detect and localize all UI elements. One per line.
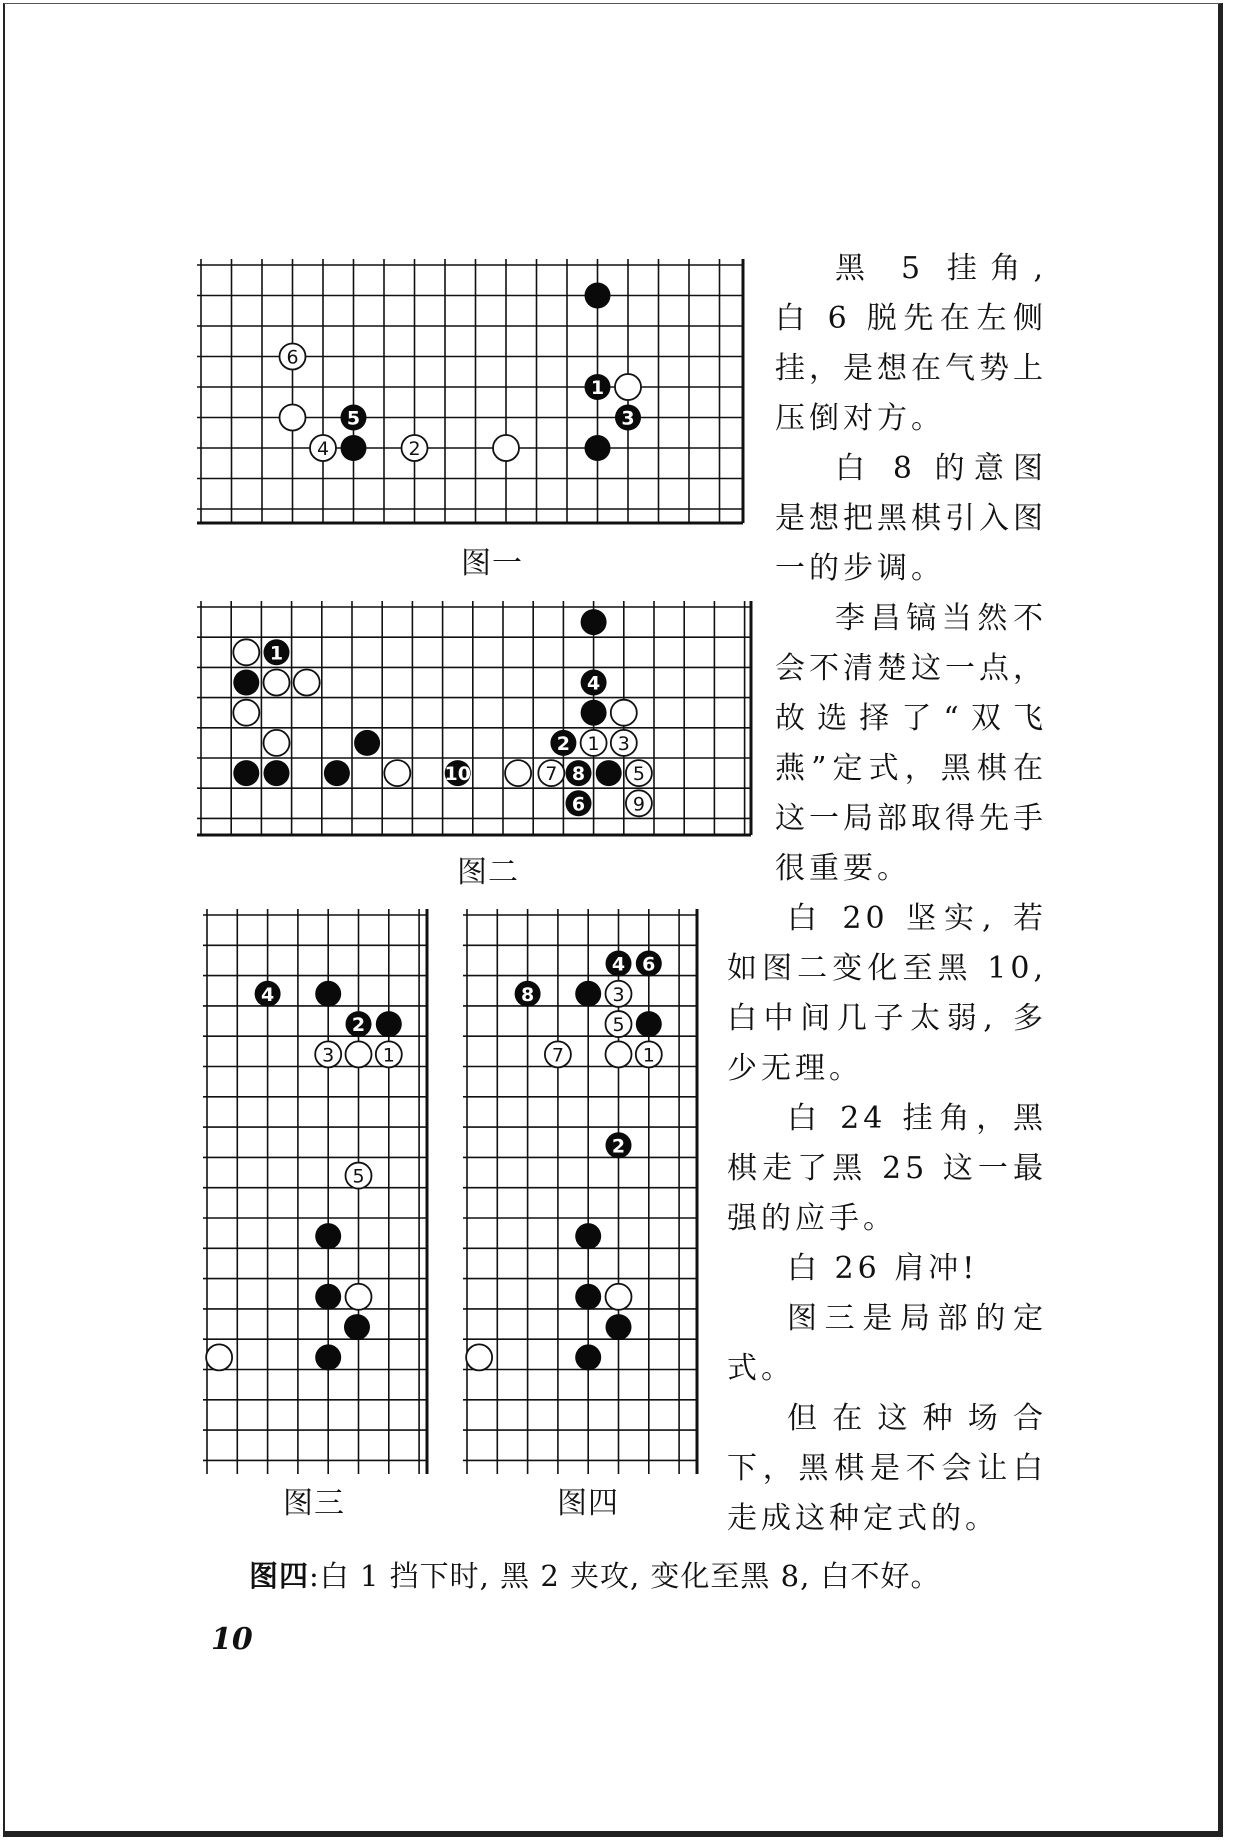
svg-text:4: 4 xyxy=(260,983,275,1006)
white-stone-3 xyxy=(315,1041,341,1067)
commentary-paragraph: 李昌镐当然不会不清楚这一点，故选择了“双飞燕”定式，黑棋在这一局部取得先手很重要。 xyxy=(775,601,1047,886)
white-stone xyxy=(233,700,259,726)
svg-text:2: 2 xyxy=(611,1135,626,1158)
black-stone-4 xyxy=(581,670,607,696)
black-stone-5 xyxy=(341,405,367,431)
white-stone xyxy=(505,760,531,786)
svg-text:2: 2 xyxy=(408,438,421,460)
svg-text:1: 1 xyxy=(269,642,284,665)
black-stone-6 xyxy=(636,950,662,976)
black-stone-2 xyxy=(346,1011,372,1037)
white-stone xyxy=(346,1284,372,1310)
white-stone-9 xyxy=(626,790,652,816)
svg-text:5: 5 xyxy=(632,763,645,786)
white-stone-4 xyxy=(310,435,336,461)
go-diagram-3 xyxy=(203,909,433,1474)
svg-text:8: 8 xyxy=(520,983,535,1006)
go-diagram-1 xyxy=(197,259,749,529)
white-stone xyxy=(346,1041,372,1067)
svg-text:10: 10 xyxy=(444,763,471,786)
svg-text:3: 3 xyxy=(322,1044,335,1067)
white-stone xyxy=(264,730,290,756)
white-stone-3 xyxy=(606,981,632,1007)
white-stone-5 xyxy=(346,1163,372,1189)
figure-note-label: 图四 xyxy=(249,1559,310,1593)
white-stone xyxy=(466,1344,492,1370)
black-stone-1 xyxy=(264,639,290,665)
svg-text:5: 5 xyxy=(352,1165,365,1188)
svg-text:7: 7 xyxy=(545,763,558,786)
white-stone-1 xyxy=(581,730,607,756)
svg-text:9: 9 xyxy=(632,793,645,816)
commentary-paragraph: 但在这种场合下，黑棋是不会让白走成这种定式的。 xyxy=(727,1401,1047,1536)
black-stone xyxy=(585,435,611,461)
svg-text:6: 6 xyxy=(571,793,586,816)
white-stone xyxy=(615,374,641,400)
svg-text:6: 6 xyxy=(642,953,656,976)
black-stone xyxy=(324,760,350,786)
white-stone xyxy=(606,1041,632,1067)
svg-text:7: 7 xyxy=(551,1044,564,1067)
commentary-upper xyxy=(775,244,1047,894)
black-stone-10 xyxy=(444,760,470,786)
black-stone xyxy=(233,670,259,696)
black-stone xyxy=(341,435,367,461)
white-stone xyxy=(280,405,306,431)
black-stone-2 xyxy=(550,730,576,756)
white-stone-1 xyxy=(636,1041,662,1067)
black-stone xyxy=(575,1223,601,1249)
black-stone xyxy=(315,1223,341,1249)
white-stone xyxy=(264,670,290,696)
stones-layer xyxy=(466,950,662,1370)
commentary-paragraph: 白 24 挂角，黑棋走了黑 25 这一最强的应手。 xyxy=(727,1101,1047,1236)
white-stone xyxy=(611,700,637,726)
black-stone xyxy=(575,981,601,1007)
svg-text:1: 1 xyxy=(642,1044,655,1067)
black-stone xyxy=(344,1314,370,1340)
commentary-lower xyxy=(727,894,1047,1544)
figure-caption-2: 图二 xyxy=(457,855,519,890)
svg-text:4: 4 xyxy=(586,672,601,695)
white-stone xyxy=(233,639,259,665)
black-stone xyxy=(315,1344,341,1370)
svg-text:2: 2 xyxy=(556,732,571,755)
black-stone-1 xyxy=(585,374,611,400)
black-stone xyxy=(606,1314,632,1340)
white-stone-7 xyxy=(545,1041,571,1067)
black-stone xyxy=(636,1011,662,1037)
black-stone xyxy=(233,760,259,786)
page-number: 10 xyxy=(211,1622,253,1657)
black-stone xyxy=(575,1344,601,1370)
commentary-paragraph: 白 8 的意图是想把黑棋引入图一的步调。 xyxy=(775,451,1047,586)
svg-text:5: 5 xyxy=(612,1014,625,1037)
black-stone-4 xyxy=(606,950,632,976)
commentary-paragraph: 白 20 坚实, 若如图二变化至黑 10, 白中间几子太弱, 多少无理。 xyxy=(727,901,1047,1086)
white-stone xyxy=(493,435,519,461)
go-diagram-2 xyxy=(197,601,757,841)
figure-note-text: :白 1 挡下时, 黑 2 夹攻, 变化至黑 8, 白不好。 xyxy=(309,1559,941,1593)
black-stone xyxy=(376,1011,402,1037)
white-stone xyxy=(206,1344,232,1370)
white-stone xyxy=(294,670,320,696)
svg-text:5: 5 xyxy=(346,407,361,430)
commentary-paragraph: 黑 5 挂角, 白 6 脱先在左侧挂，是想在气势上压倒对方。 xyxy=(775,251,1047,436)
board-grid xyxy=(203,909,427,1474)
white-stone-5 xyxy=(626,760,652,786)
white-stone-2 xyxy=(402,435,428,461)
svg-text:3: 3 xyxy=(621,407,635,430)
black-stone-6 xyxy=(566,790,592,816)
svg-text:2: 2 xyxy=(351,1014,366,1037)
figure-caption-3: 图三 xyxy=(283,1486,345,1521)
book-page xyxy=(3,3,1223,1837)
figure-caption-4: 图四 xyxy=(557,1486,619,1521)
svg-text:1: 1 xyxy=(587,732,600,755)
stones-layer xyxy=(280,283,642,462)
go-diagram-4 xyxy=(463,909,703,1474)
svg-text:3: 3 xyxy=(617,732,630,755)
svg-text:6: 6 xyxy=(286,346,299,369)
white-stone xyxy=(606,1284,632,1310)
commentary-paragraph: 白 26 肩冲! xyxy=(787,1251,979,1286)
black-stone xyxy=(581,609,607,635)
black-stone-4 xyxy=(255,981,281,1007)
white-stone-6 xyxy=(280,344,306,370)
white-stone xyxy=(384,760,410,786)
black-stone xyxy=(585,283,611,309)
black-stone-3 xyxy=(615,405,641,431)
svg-text:8: 8 xyxy=(571,763,586,786)
black-stone xyxy=(596,760,622,786)
black-stone xyxy=(575,1284,601,1310)
white-stone-1 xyxy=(376,1041,402,1067)
black-stone xyxy=(315,1284,341,1310)
black-stone xyxy=(354,730,380,756)
svg-text:1: 1 xyxy=(382,1044,395,1067)
svg-text:1: 1 xyxy=(590,377,605,399)
board-grid xyxy=(197,601,751,835)
white-stone-5 xyxy=(606,1011,632,1037)
white-stone-3 xyxy=(611,730,637,756)
black-stone xyxy=(264,760,290,786)
black-stone xyxy=(581,700,607,726)
svg-text:4: 4 xyxy=(611,953,626,976)
board-grid xyxy=(197,259,743,523)
stones-layer xyxy=(206,981,402,1371)
black-stone-2 xyxy=(606,1132,632,1158)
commentary-paragraph: 图三是局部的定式。 xyxy=(727,1301,1047,1386)
black-stone xyxy=(315,981,341,1007)
svg-text:4: 4 xyxy=(316,438,330,460)
black-stone-8 xyxy=(515,981,541,1007)
svg-text:3: 3 xyxy=(612,983,625,1006)
black-stone-8 xyxy=(566,760,592,786)
figure-caption-1: 图一 xyxy=(461,546,523,581)
white-stone-7 xyxy=(538,760,564,786)
figure-note xyxy=(249,1554,941,1595)
